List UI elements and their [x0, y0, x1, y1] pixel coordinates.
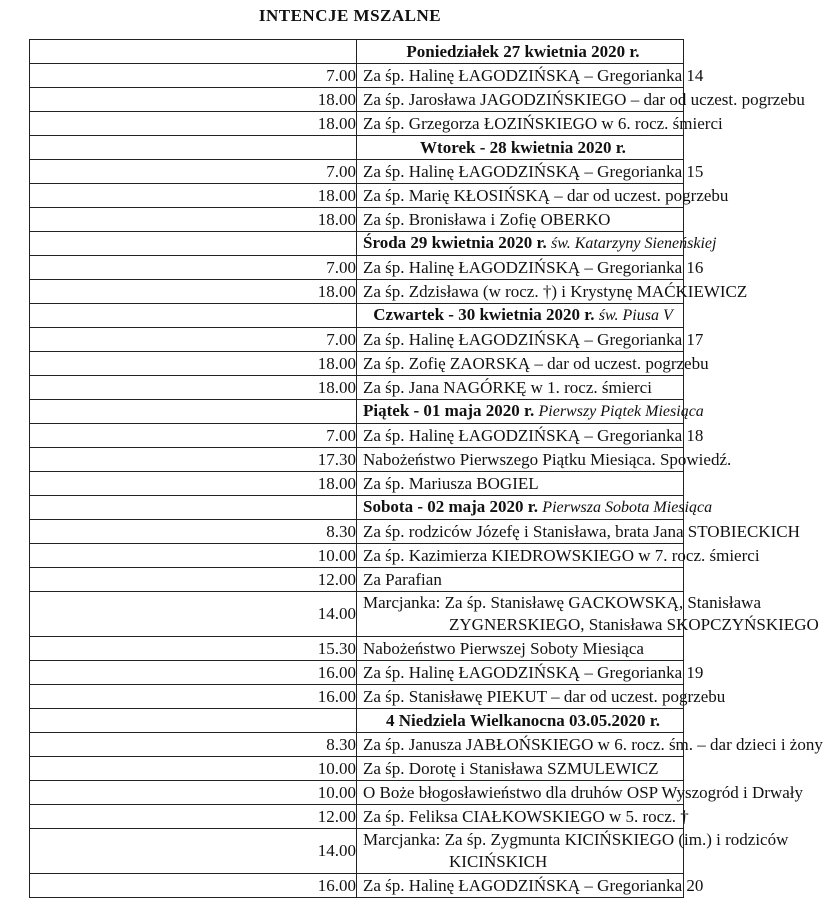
- table-row: [30, 637, 684, 661]
- mass-intention: Za śp. Halinę ŁAGODZIŃSKĄ – Gregorianka 16: [357, 256, 684, 280]
- day-heading: [357, 400, 704, 424]
- table-row: [30, 568, 684, 592]
- day-heading-feast: św. Katarzyny Sieneńskiej: [550, 235, 717, 252]
- mass-time: 7.00: [30, 424, 357, 448]
- page-title: INTENCJE MSZALNE: [258, 6, 442, 25]
- table-row: [30, 64, 684, 88]
- mass-intention: Za śp. Jarosława JAGODZIŃSKIEGO – dar od uczest. pogrzebu: [357, 88, 684, 112]
- day-heading: [357, 40, 684, 64]
- day-header-row: [30, 496, 684, 520]
- table-row: [30, 112, 684, 136]
- mass-time: 7.00: [30, 256, 357, 280]
- mass-time: 16.00: [30, 874, 357, 898]
- day-heading: [357, 709, 684, 733]
- day-heading: [357, 136, 684, 160]
- mass-time: 8.30: [30, 520, 357, 544]
- mass-intention: Za śp. rodziców Józefę i Stanisława, brata Jana STOBIECKICH: [357, 520, 684, 544]
- mass-time: 7.00: [30, 64, 357, 88]
- mass-time: 7.00: [30, 328, 357, 352]
- mass-time: 16.00: [30, 685, 357, 709]
- mass-intention-line-2: ZYGNERSKIEGO, Stanisława SKOPCZYŃSKIEGO: [449, 615, 819, 634]
- day-heading: [357, 304, 684, 328]
- mass-time: 12.00: [30, 568, 357, 592]
- table-row: [30, 328, 684, 352]
- mass-intention: O Boże błogosławieństwo dla druhów OSP Wyszogród i Drwały: [357, 781, 684, 805]
- header-time-cell: [30, 400, 357, 424]
- day-header-row: [30, 232, 684, 256]
- mass-intention: Nabożeństwo Pierwszej Soboty Miesiąca: [357, 637, 684, 661]
- mass-time: 8.30: [30, 733, 357, 757]
- mass-time: 7.00: [30, 160, 357, 184]
- mass-intentions-body: [30, 40, 823, 898]
- mass-intention: Za śp. Stanisławę PIEKUT – dar od uczest. pogrzebu: [357, 685, 684, 709]
- mass-intention: Za śp. Feliksa CIAŁKOWSKIEGO w 5. rocz. †: [357, 805, 684, 829]
- day-header-row: [30, 136, 684, 160]
- mass-intention: Za śp. Jana NAGÓRKĘ w 1. rocz. śmierci: [357, 376, 684, 400]
- table-row: [30, 520, 684, 544]
- mass-intention: Za śp. Halinę ŁAGODZIŃSKĄ – Gregorianka 15: [357, 160, 684, 184]
- mass-intention: [357, 829, 789, 874]
- mass-time: 18.00: [30, 88, 357, 112]
- mass-intention-line-1: Marcjanka: Za śp. Zygmunta KICIŃSKIEGO (im.) i rodziców: [363, 830, 789, 849]
- mass-intention: Za śp. Halinę ŁAGODZIŃSKĄ – Gregorianka 14: [357, 64, 684, 88]
- table-row: [30, 352, 684, 376]
- table-row: [30, 256, 684, 280]
- mass-time: 10.00: [30, 781, 357, 805]
- header-time-cell: [30, 496, 357, 520]
- day-heading: [357, 232, 717, 256]
- mass-intentions-table: [29, 39, 823, 898]
- header-time-cell: [30, 40, 357, 64]
- day-header-row: [30, 40, 684, 64]
- table-row: [30, 781, 684, 805]
- header-time-cell: [30, 709, 357, 733]
- table-row: [30, 661, 684, 685]
- mass-time: 18.00: [30, 112, 357, 136]
- day-heading-date: 4 Niedziela Wielkanocna 03.05.2020 r.: [385, 710, 661, 730]
- header-time-cell: [30, 136, 357, 160]
- mass-time: 18.00: [30, 184, 357, 208]
- table-row: [30, 757, 684, 781]
- mass-intention: Za śp. Dorotę i Stanisława SZMULEWICZ: [357, 757, 684, 781]
- mass-intention: Za śp. Zofię ZAORSKĄ – dar od uczest. pogrzebu: [357, 352, 684, 376]
- day-header-row: [30, 304, 684, 328]
- mass-time: 15.30: [30, 637, 357, 661]
- table-row: [30, 733, 684, 757]
- day-heading-feast: Pierwszy Piątek Miesiąca: [538, 403, 704, 420]
- header-time-cell: [30, 232, 357, 256]
- mass-intention: Za śp. Janusza JABŁOŃSKIEGO w 6. rocz. śm. – dar dzieci i żony: [357, 733, 684, 757]
- day-heading-date: Sobota - 02 maja 2020 r.: [363, 497, 539, 516]
- mass-intention: Za śp. Marię KŁOSIŃSKĄ – dar od uczest. pogrzebu: [357, 184, 684, 208]
- day-header-row: [30, 400, 684, 424]
- table-row: [30, 424, 684, 448]
- day-heading-date: Poniedziałek 27 kwietnia 2020 r.: [406, 41, 640, 61]
- table-row: [30, 805, 684, 829]
- day-heading-date: Środa 29 kwietnia 2020 r.: [363, 233, 547, 252]
- day-heading-date: Czwartek - 30 kwietnia 2020 r.: [373, 305, 595, 324]
- mass-time: 18.00: [30, 472, 357, 496]
- day-heading-date: Piątek - 01 maja 2020 r.: [363, 401, 535, 420]
- table-row: [30, 874, 684, 898]
- table-row: [30, 280, 684, 304]
- table-row: [30, 685, 684, 709]
- mass-intention: Za śp. Bronisława i Zofię OBERKO: [357, 208, 684, 232]
- table-row: [30, 592, 684, 637]
- table-row: [30, 448, 684, 472]
- mass-intention: Za śp. Zdzisława (w rocz. †) i Krystynę MAĆKIEWICZ: [357, 280, 684, 304]
- day-heading-feast: św. Piusa V: [598, 307, 673, 324]
- mass-time: 14.00: [30, 829, 357, 874]
- mass-intention: Nabożeństwo Pierwszego Piątku Miesiąca. Spowiedź.: [357, 448, 684, 472]
- day-heading: [357, 496, 713, 520]
- mass-time: 10.00: [30, 757, 357, 781]
- mass-time: 18.00: [30, 280, 357, 304]
- mass-time: 18.00: [30, 208, 357, 232]
- mass-intention: Za śp. Halinę ŁAGODZIŃSKĄ – Gregorianka 19: [357, 661, 684, 685]
- mass-intention: Za Parafian: [357, 568, 684, 592]
- mass-intention-line-1: Marcjanka: Za śp. Stanisławę GACKOWSKĄ, Stanisława: [363, 593, 762, 612]
- day-heading-feast: Pierwsza Sobota Miesiąca: [542, 499, 713, 516]
- mass-intention: Za śp. Mariusza BOGIEL: [357, 472, 684, 496]
- table-row: [30, 208, 684, 232]
- day-header-row: [30, 709, 684, 733]
- mass-intention: Za śp. Grzegorza ŁOZIŃSKIEGO w 6. rocz. śmierci: [357, 112, 684, 136]
- table-row: [30, 829, 684, 874]
- table-row: [30, 472, 684, 496]
- mass-intention: [357, 592, 819, 637]
- day-heading-date: Wtorek - 28 kwietnia 2020 r.: [420, 137, 626, 157]
- mass-time: 16.00: [30, 661, 357, 685]
- mass-intention: Za śp. Halinę ŁAGODZIŃSKĄ – Gregorianka 20: [357, 874, 684, 898]
- mass-intention-line-2: KICIŃSKICH: [449, 852, 548, 871]
- mass-intention: Za śp. Kazimierza KIEDROWSKIEGO w 7. rocz. śmierci: [357, 544, 684, 568]
- table-row: [30, 160, 684, 184]
- mass-intention: Za śp. Halinę ŁAGODZIŃSKĄ – Gregorianka 18: [357, 424, 684, 448]
- mass-time: 14.00: [30, 592, 357, 637]
- mass-time: 10.00: [30, 544, 357, 568]
- header-time-cell: [30, 304, 357, 328]
- table-row: [30, 184, 684, 208]
- mass-intention: Za śp. Halinę ŁAGODZIŃSKĄ – Gregorianka 17: [357, 328, 684, 352]
- mass-time: 12.00: [30, 805, 357, 829]
- mass-time: 18.00: [30, 376, 357, 400]
- table-row: [30, 544, 684, 568]
- mass-time: 17.30: [30, 448, 357, 472]
- table-row: [30, 88, 684, 112]
- table-row: [30, 376, 684, 400]
- mass-time: 18.00: [30, 352, 357, 376]
